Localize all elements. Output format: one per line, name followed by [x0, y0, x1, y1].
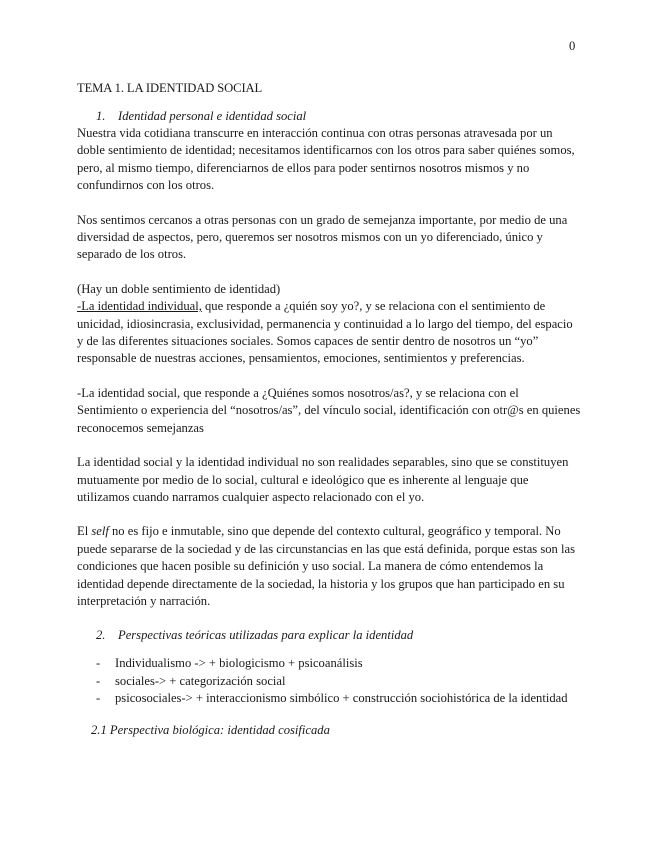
paragraph-3: [77, 281, 582, 368]
perspectives-list: [77, 655, 582, 707]
section-2-1-heading: 2.1 Perspectiva biológica: identidad cosificada: [91, 722, 330, 737]
paragraph-2: Nos sentimos cercanos a otras personas con un grado de semejanza importante, por medio de una diversidad de aspectos, pero, queremos ser nosotros mismos con un yo diferenciado, único y separado de los otros.: [77, 212, 568, 262]
section-2-heading: [77, 627, 582, 644]
paragraph-6-text: no es fijo e inmutable, sino que depende del contexto cultural, geográfico y temporal. No puede separarse de la sociedad y de las circunstancias en las que está definida, porque estas son las condiciones que hacen posible su definición y uso social. La manera de cómo entendemos la identidad depende directamente de la sociedad, la historia y los grupos que han participado en su interpretación y narración.: [77, 524, 575, 608]
paragraph-1: Nuestra vida cotidiana transcurre en interacción continua con otras personas atravesada por un doble sentimiento de identidad; necesitamos identificarnos con los otros para saber quiénes somos, pero, al mismo tiempo, diferenciarnos de ellos para poder sentirnos nosotros mismos y no confundirnos con los otros.: [77, 126, 575, 193]
section-2-title: Perspectivas teóricas utilizadas para explicar la identidad: [118, 628, 414, 643]
list-item-text: sociales-> + categorización social: [115, 673, 286, 688]
list-bullet: -: [96, 673, 101, 688]
list-item: [77, 655, 582, 672]
list-item-text: psicosociales-> + interaccionismo simbólico + construcción sociohistórica de la identidad: [115, 691, 568, 706]
paragraph-3-intro: (Hay un doble sentimiento de identidad): [77, 281, 281, 296]
self-term: self: [91, 524, 109, 539]
section-2-number: 2.: [96, 628, 106, 643]
individual-identity-term: -La identidad individual,: [77, 299, 202, 314]
document-title: TEMA 1. LA IDENTIDAD SOCIAL: [77, 81, 263, 95]
list-item: [77, 673, 582, 690]
section-1-heading: [77, 108, 582, 125]
list-item: [77, 690, 582, 707]
list-item-text: Individualismo -> + biologicismo + psicoanálisis: [115, 656, 363, 671]
list-bullet: -: [96, 691, 101, 706]
paragraph-3-body: [77, 298, 582, 368]
document-body: [77, 80, 582, 739]
section-1-title: Identidad personal e identidad social: [118, 109, 307, 123]
paragraph-6: [77, 523, 582, 610]
paragraph-4: -La identidad social, que responde a ¿Quiénes somos nosotros/as?, y se relaciona con el Sentimiento o experiencia del “nosotros/as”, del vínculo social, identificación con otr@s en quienes reconocemos semejanzas: [77, 385, 581, 435]
section-1-number: 1.: [96, 109, 106, 123]
list-bullet: -: [96, 656, 101, 671]
page-number: 0: [569, 39, 576, 53]
paragraph-5: La identidad social y la identidad individual no son realidades separables, sino que se constituyen mutuamente por medio de lo social, cultural e ideológico que es inherente al lenguaje que utilizamos cuando narramos cualquier aspecto relacionado con el yo.: [77, 455, 569, 504]
paragraph-6-start: El: [77, 524, 92, 539]
paragraph-3-text: que responde a ¿quién soy yo?, y se relaciona con el sentimiento de unicidad, idiosincrasia, exclusividad, permanencia y continuidad a lo largo del tiempo, del espacio y de las diferentes situaciones sociales. Somos capaces de sentir dentro de nosotros un “yo” responsable de nuestras acciones, pensamientos, emociones, sentimientos y preferencias.: [77, 299, 573, 366]
